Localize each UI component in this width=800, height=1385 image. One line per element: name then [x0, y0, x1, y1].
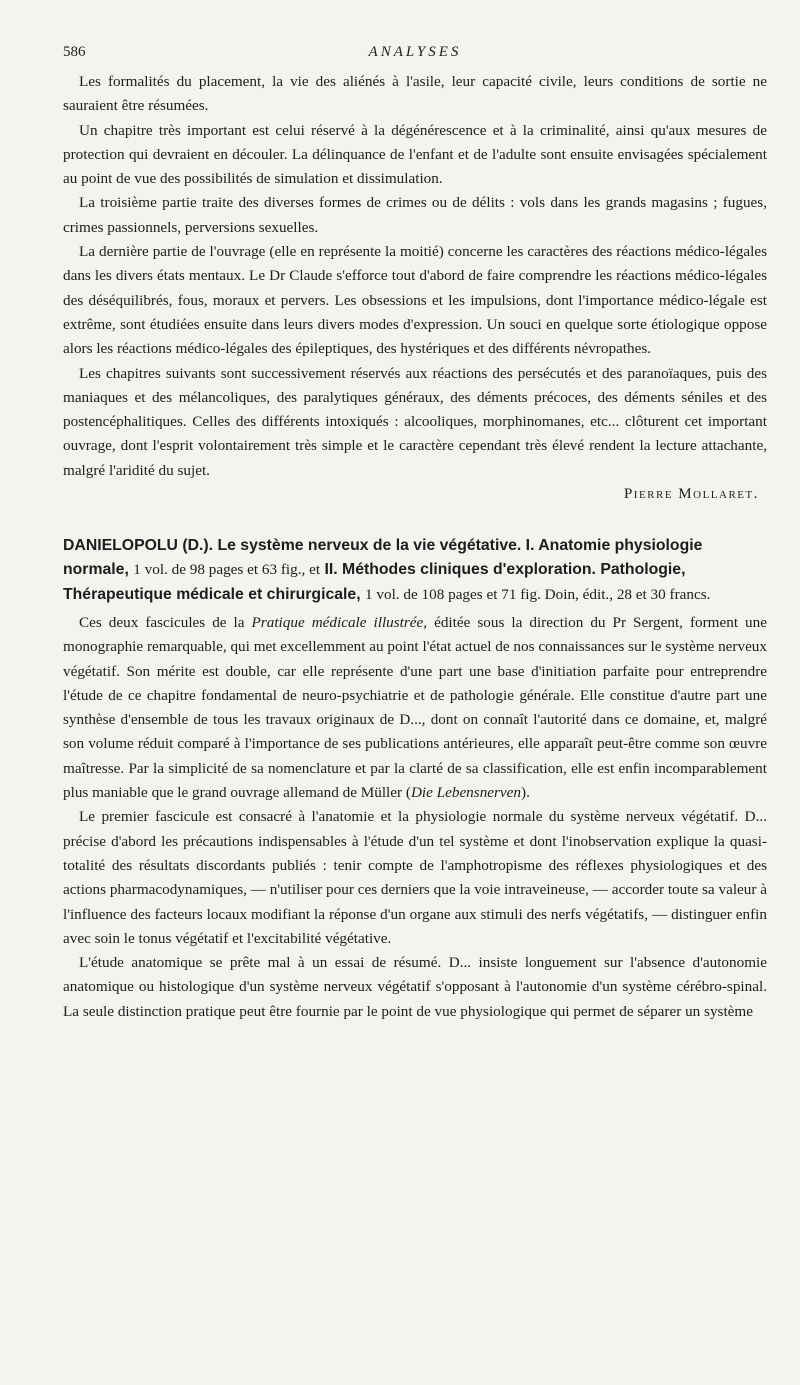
previous-review	[63, 70, 767, 506]
paragraph: Un chapitre très important est celui réservé à la dégénérescence et à la criminalité, ainsi qu'aux mesures de protection qui devraient en découler. La délinquance de l'enfant et de l'adulte sont ensuite envisagées spécialement au point de vue des possibilités de simulation et dissimulation.	[63, 121, 767, 188]
running-head	[63, 44, 767, 70]
page-number: 586	[63, 44, 86, 60]
paragraph: Les chapitres suivants sont successivement réservés aux réactions des persécutés et des paranoïaques, puis des maniaques et des mélancoliques, des paralytiques généraux, des déments précoces, des déments séniles et des postencéphalitiques. Celles des différents intoxiqués : alcooliques, morphinomanes, etc... clôturent cet important ouvrage, dont l'esprit volontairement très simple et le caractère cependant très élevé rendent la lecture attachante, malgré l'aridité du sujet.	[63, 364, 767, 479]
paragraph: Le premier fascicule est consacré à l'anatomie et la physiologie normale du système nerveux végétatif. D... précise d'abord les précautions indispensables à l'étude d'un tel système et dont l'inobservation explique la quasi-totalité des résultats discordants publiés : tenir compte de l'amphotropisme des réflexes physiologiques et des actions pharmacodynamiques, — n'utiliser pour ces derniers que la voie intraveineuse, — accorder toute sa valeur à l'influence des facteurs locaux modifiant la réponse d'un organe aux stimuli des nerfs végétatifs, — distinguer enfin avec soin le tonus végétatif et l'excitabilité végétative.	[63, 808, 767, 947]
text-run: , éditée sous la direction du Pr Sergent, forment une monographie remarquable, qui met excellemment au point l'état actuel de nos connaissances sur le système nerveux végétatif. Son mérite est double, car elle représente d'une part une base d'initiation parfaite pour entreprendre l'étude de ce chapitre fondamental de neuro-psychiatrie et de pathologie générale. Elle constitue d'autre part une synthèse d'ensemble de tous les travaux originaux de D..., dont on connaît l'autorité dans ce domaine, et, malgré son volume réduit comparé à l'importance de ses publications antérieures, elle apparaît peut-être comme son œuvre maîtresse. Par la simplicité de sa nomenclature et par la clarté de sa classification, elle est enfin incomparablement plus maniable que le grand ouvrage allemand de Müller (	[63, 613, 767, 802]
book-meta-2: 1 vol. de 108 pages et 71 fig. Doin, édit., 28 et 30 francs.	[365, 585, 711, 603]
text-run: Ces deux fascicules de la	[79, 613, 252, 631]
paragraph: La troisième partie traite des diverses formes de crimes ou de délits : vols dans les grands magasins ; fugues, crimes passionnels, perversions sexuelles.	[63, 194, 767, 236]
paragraph: L'étude anatomique se prête mal à un essai de résumé. D... insiste longuement sur l'absence d'autonomie anatomique ou histologique d'un système nerveux végétatif s'opposant à l'autonomie d'un système cérébro-spinal. La seule distinction pratique peut être fournie par le point de vue physiologique qui permet de séparer un système	[63, 954, 767, 1020]
cited-work-title: Die Lebensnerven	[410, 784, 522, 802]
section-title: ANALYSES	[368, 44, 462, 60]
review-heading	[63, 534, 767, 607]
text-run: ).	[521, 784, 530, 802]
paragraph: La dernière partie de l'ouvrage (elle en représente la moitié) concerne les caractères des réactions médico-légales dans les divers états mentaux. Le Dr Claude s'efforce tout d'abord de faire comprendre les réactions médico-légales des déséquilibrés, fous, moraux et pervers. Les obsessions et les impulsions, dont l'importance médico-légale est extrême, sont étudiées ensuite dans leurs divers modes d'expression. Un souci en quelque sorte étiologique oppose alors les réactions médico-légales des épileptiques, des hystériques et des différents névropathes.	[63, 243, 767, 358]
document-page	[63, 44, 767, 1024]
series-title: Pratique médicale illustrée	[251, 613, 424, 631]
book-title-part-2: II. Méthodes cliniques d'exploration. Pathologie, Thérapeutique médicale et chirurgicale,	[63, 561, 686, 603]
reviewer-signature: Pierre Mollaret.	[623, 486, 759, 503]
paragraph	[63, 611, 767, 805]
review-body	[63, 611, 767, 1024]
paragraph: Les formalités du placement, la vie des aliénés à l'asile, leur capacité civile, leurs conditions de sortie ne sauraient être résumées.	[63, 73, 767, 115]
book-meta-1: 1 vol. de 98 pages et 63 fig., et	[133, 561, 321, 579]
book-title-part-1: Le système nerveux de la vie végétative. I. Anatomie physiologie normale,	[63, 537, 703, 579]
book-author: DANIELOPOLU (D.).	[63, 537, 214, 555]
